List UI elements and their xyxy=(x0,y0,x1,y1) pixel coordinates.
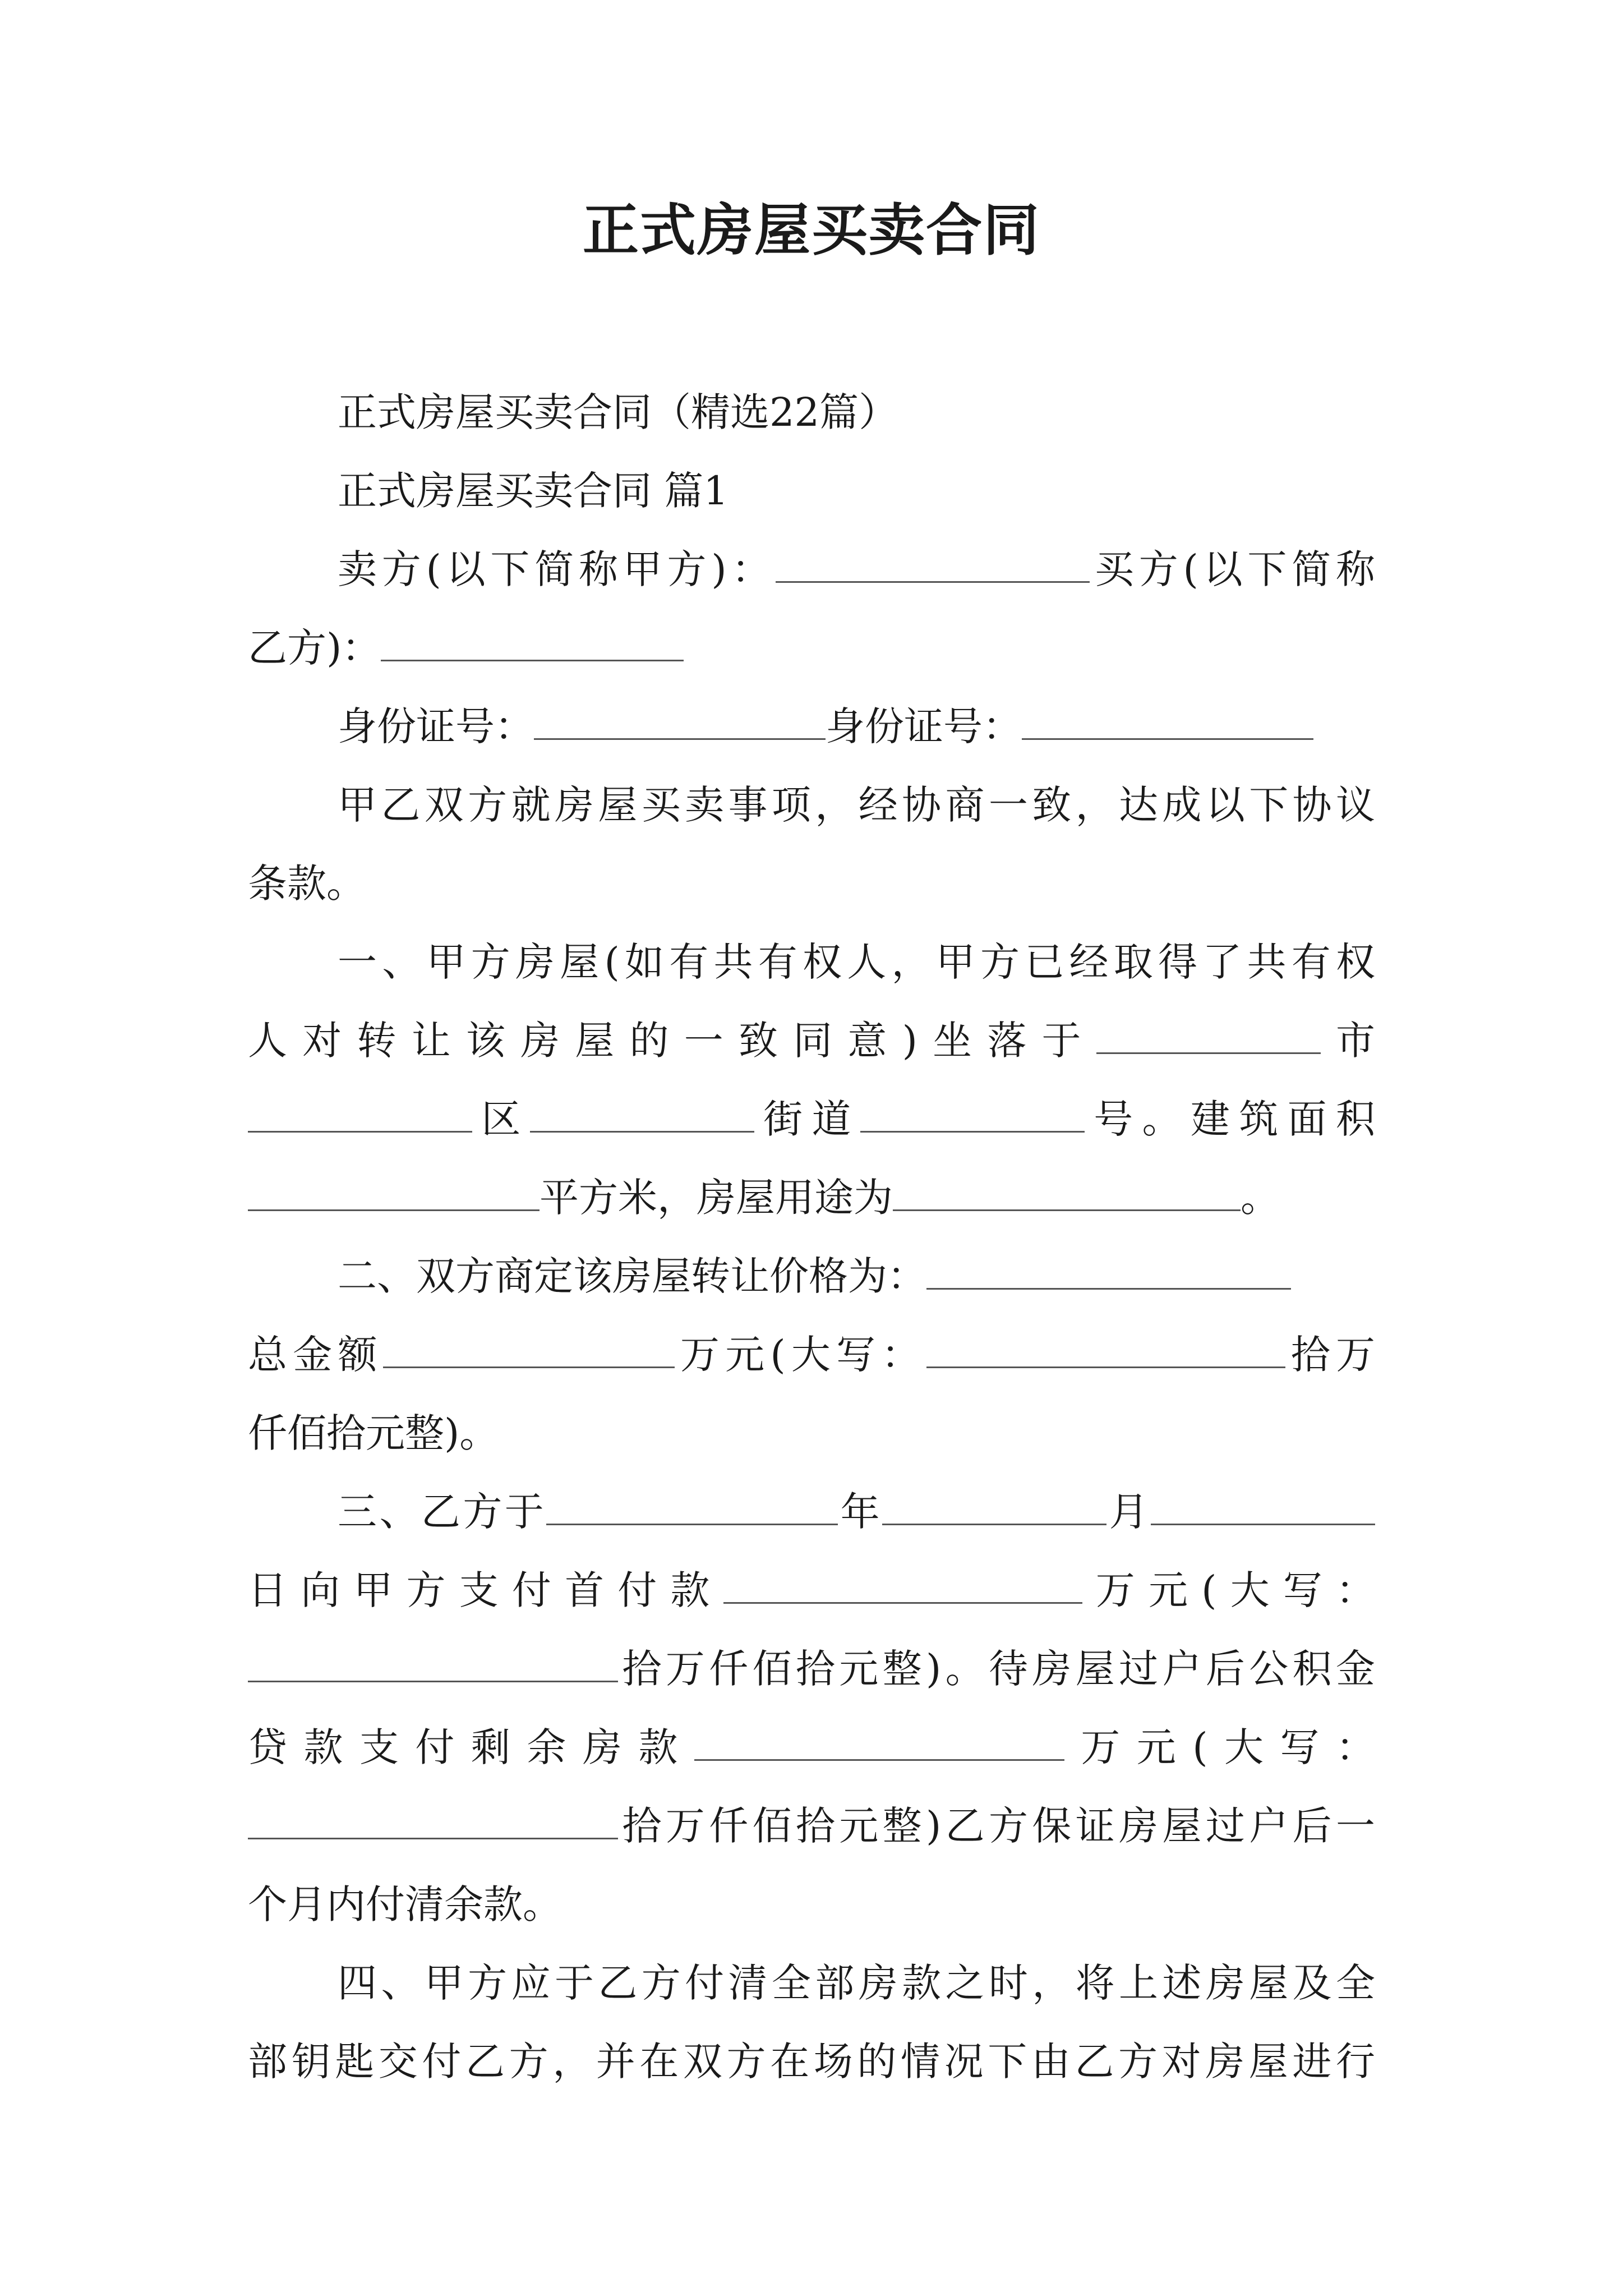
clause3-line-4 xyxy=(248,1711,1375,1784)
buyer-name-blank xyxy=(381,615,684,661)
area-blank xyxy=(248,1165,540,1211)
buyer-line xyxy=(248,611,1375,684)
street-blank xyxy=(530,1086,754,1133)
day-blank xyxy=(1151,1479,1375,1525)
total-blank xyxy=(383,1322,675,1368)
month-label: 月 xyxy=(1106,1489,1151,1535)
clause4-line-1: 四、甲方应于乙方付清全部房款之时，将上述房屋及全 xyxy=(338,1960,1375,2006)
capital-blank xyxy=(926,1322,1285,1368)
district-label: 区 xyxy=(472,1096,530,1142)
capital-unit: 拾万 xyxy=(1285,1332,1376,1378)
remaining-capital-blank xyxy=(248,1793,618,1839)
price-blank xyxy=(926,1243,1291,1290)
clause3-line-5-text: 拾万仟佰拾元整)乙方保证房屋过户后一 xyxy=(618,1803,1375,1849)
clause3-line-6: 个月内付清余款。 xyxy=(248,1881,562,1927)
usage-blank xyxy=(893,1165,1241,1211)
city-blank xyxy=(1096,1007,1321,1054)
remaining-blank xyxy=(694,1714,1064,1761)
down-payment-blank xyxy=(723,1557,1082,1604)
price-label: 二、双方商定该房屋转让价格为： xyxy=(338,1253,926,1299)
clause1-end: 。 xyxy=(1241,1175,1280,1221)
clause4-line-2: 部钥匙交付乙方，并在双方在场的情况下由乙方对房屋进行 xyxy=(248,2039,1375,2085)
section-heading: 正式房屋买卖合同 篇1 xyxy=(338,468,728,514)
capital-label: 万元(大写： xyxy=(674,1332,926,1378)
clause3-line-1 xyxy=(338,1475,1375,1548)
clause2-line-2 xyxy=(248,1318,1375,1391)
year-label: 年 xyxy=(838,1489,883,1535)
clause3-line-3 xyxy=(248,1632,1375,1705)
remaining-label: 贷款支付剩余房款 xyxy=(248,1724,694,1770)
buyer-label-cont: 乙方)： xyxy=(248,625,381,671)
buyer-id-blank xyxy=(1022,693,1313,740)
payment-date-label: 三、乙方于 xyxy=(338,1489,547,1535)
clause1-line-2 xyxy=(248,1004,1375,1077)
down-payment-capital-blank xyxy=(248,1636,618,1682)
clause2-line-1 xyxy=(338,1240,1375,1313)
clause2-line-3: 仟佰拾元整)。 xyxy=(248,1410,499,1456)
clause1-line-3 xyxy=(248,1083,1375,1156)
seller-name-blank xyxy=(776,536,1090,583)
intro-line-2: 条款。 xyxy=(248,861,366,907)
seller-id-blank xyxy=(534,693,826,740)
street-label: 街道 xyxy=(754,1096,860,1142)
id-number-line xyxy=(338,690,1375,763)
clause1-line-4 xyxy=(248,1161,1375,1234)
down-payment-capital-label: 万元(大写： xyxy=(1082,1567,1376,1613)
seller-buyer-line xyxy=(338,533,1375,606)
document-subtitle: 正式房屋买卖合同（精选22篇） xyxy=(338,389,898,435)
clause1-line-1: 一、甲方房屋(如有共有权人，甲方已经取得了共有权 xyxy=(338,939,1375,985)
clause3-line-2 xyxy=(248,1554,1375,1627)
clause1-location-label: 人对转让该房屋的一致同意)坐落于 xyxy=(248,1018,1096,1064)
clause3-line-3-text: 拾万仟佰拾元整)。待房屋过户后公积金 xyxy=(618,1646,1375,1692)
seller-id-label: 身份证号： xyxy=(338,703,534,749)
month-blank xyxy=(882,1479,1106,1525)
seller-label: 卖方(以下简称甲方)： xyxy=(338,546,776,592)
buyer-label: 买方(以下简称 xyxy=(1090,546,1375,592)
remaining-capital-label: 万元(大写： xyxy=(1064,1724,1376,1770)
number-blank xyxy=(860,1086,1085,1133)
city-label: 市 xyxy=(1320,1018,1375,1064)
total-label: 总金额 xyxy=(248,1332,383,1378)
district-blank xyxy=(248,1086,472,1133)
down-payment-label: 日向甲方支付首付款 xyxy=(248,1567,723,1613)
area-label: 号。建筑面积 xyxy=(1084,1096,1376,1142)
year-blank xyxy=(546,1479,838,1525)
intro-line-1: 甲乙双方就房屋买卖事项，经协商一致，达成以下协议 xyxy=(338,782,1375,828)
buyer-id-label: 身份证号： xyxy=(826,703,1022,749)
usage-label: 平方米，房屋用途为 xyxy=(540,1175,893,1221)
clause3-line-5 xyxy=(248,1789,1375,1862)
document-title: 正式房屋买卖合同 xyxy=(583,197,1040,263)
